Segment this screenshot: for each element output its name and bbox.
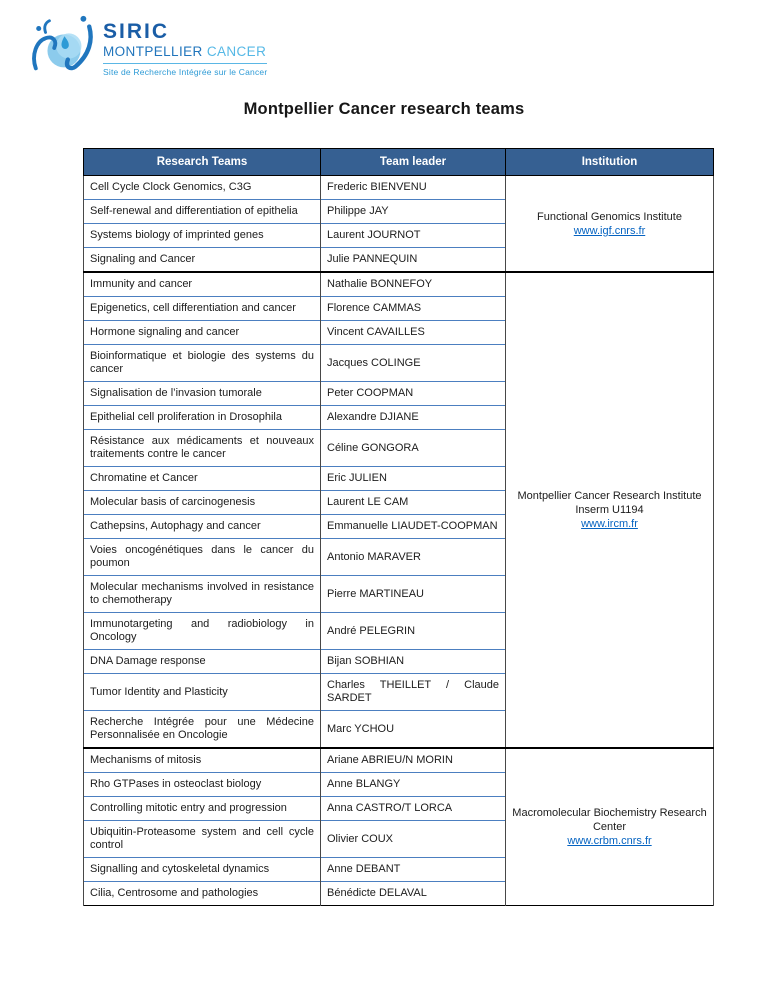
teams-table-body <box>84 176 714 906</box>
team-name-cell: Cathepsins, Autophagy and cancer <box>84 515 321 539</box>
team-leader-cell: Eric JULIEN <box>321 467 506 491</box>
team-name-cell: Mechanisms of mitosis <box>84 748 321 773</box>
team-leader-cell: Laurent LE CAM <box>321 491 506 515</box>
institution-cell <box>506 748 714 906</box>
team-name-cell: Cilia, Centrosome and pathologies <box>84 882 321 906</box>
team-name-cell: Signalisation de l’invasion tumorale <box>84 382 321 406</box>
team-leader-cell: Vincent CAVAILLES <box>321 321 506 345</box>
siric-logo-tagline: Site de Recherche Intégrée sur le Cancer <box>103 67 268 77</box>
team-name-cell: Chromatine et Cancer <box>84 467 321 491</box>
team-name-cell: Bioinformatique et biologie des systems du cancer <box>84 345 321 382</box>
institution-link[interactable]: www.igf.cnrs.fr <box>573 224 646 237</box>
team-leader-cell: Charles THEILLET / Claude SARDET <box>321 674 506 711</box>
team-leader-cell: Nathalie BONNEFOY <box>321 272 506 297</box>
team-name-cell: Recherche Intégrée pour une Médecine Personnalisée en Oncologie <box>84 711 321 749</box>
team-leader-cell: Frederic BIENVENU <box>321 176 506 200</box>
siric-logo-text <box>103 12 267 77</box>
column-header-team-leader: Team leader <box>321 149 506 176</box>
page-title: Montpellier Cancer research teams <box>243 100 525 118</box>
siric-logo-icon <box>27 12 99 80</box>
team-name-cell: Molecular mechanisms involved in resistance to chemotherapy <box>84 576 321 613</box>
column-header-institution: Institution <box>506 149 714 176</box>
column-header-research-teams: Research Teams <box>84 149 321 176</box>
team-leader-cell: Anne DEBANT <box>321 858 506 882</box>
table-row <box>84 272 714 297</box>
team-leader-cell: Ariane ABRIEU/N MORIN <box>321 748 506 773</box>
team-leader-cell: Julie PANNEQUIN <box>321 248 506 273</box>
team-name-cell: Epigenetics, cell differentiation and cancer <box>84 297 321 321</box>
team-name-cell: Molecular basis of carcinogenesis <box>84 491 321 515</box>
team-leader-cell: Bénédicte DELAVAL <box>321 882 506 906</box>
team-name-cell: Signalling and cytoskeletal dynamics <box>84 858 321 882</box>
team-name-cell: Signaling and Cancer <box>84 248 321 273</box>
team-name-cell: Systems biology of imprinted genes <box>84 224 321 248</box>
team-leader-cell: Pierre MARTINEAU <box>321 576 506 613</box>
team-leader-cell: Alexandre DJIANE <box>321 406 506 430</box>
team-name-cell: Rho GTPases in osteoclast biology <box>84 773 321 797</box>
team-name-cell: Controlling mitotic entry and progression <box>84 797 321 821</box>
team-name-cell: Epithelial cell proliferation in Drosophila <box>84 406 321 430</box>
institution-name: Inserm U1194 <box>575 504 644 516</box>
siric-logo-name: SIRIC <box>103 20 170 43</box>
table-header-row <box>84 149 714 176</box>
siric-logo-brand-cancer: CANCER <box>206 44 267 59</box>
team-leader-cell: Anna CASTRO/T LORCA <box>321 797 506 821</box>
team-name-cell: Voies oncogénétiques dans le cancer du poumon <box>84 539 321 576</box>
team-name-cell: Ubiquitin-Proteasome system and cell cycle control <box>84 821 321 858</box>
team-name-cell: Résistance aux médicaments et nouveaux traitements contre le cancer <box>84 430 321 467</box>
team-leader-cell: Olivier COUX <box>321 821 506 858</box>
team-leader-cell: Jacques COLINGE <box>321 345 506 382</box>
siric-logo-brand-montpellier: MONTPELLIER <box>103 44 203 59</box>
institution-link[interactable]: www.ircm.fr <box>581 518 638 530</box>
siric-logo <box>27 12 267 80</box>
research-teams-table <box>83 148 714 906</box>
team-leader-cell: Marc YCHOU <box>321 711 506 749</box>
institution-cell <box>506 176 714 273</box>
team-name-cell: Cell Cycle Clock Genomics, C3G <box>84 176 321 200</box>
team-name-cell: Tumor Identity and Plasticity <box>84 674 321 711</box>
team-name-cell: Immunotargeting and radiobiology in Oncology <box>84 613 321 650</box>
team-leader-cell: Peter COOPMAN <box>321 382 506 406</box>
institution-name: Functional Genomics Institute <box>537 210 682 223</box>
table-row <box>84 748 714 773</box>
team-leader-cell: Céline GONGORA <box>321 430 506 467</box>
team-name-cell: Hormone signaling and cancer <box>84 321 321 345</box>
team-leader-cell: Laurent JOURNOT <box>321 224 506 248</box>
team-leader-cell: Anne BLANGY <box>321 773 506 797</box>
team-leader-cell: Bijan SOBHIAN <box>321 650 506 674</box>
team-leader-cell: Antonio MARAVER <box>321 539 506 576</box>
table-row <box>84 176 714 200</box>
siric-logo-brand <box>103 44 267 64</box>
team-leader-cell: Philippe JAY <box>321 200 506 224</box>
team-leader-cell: André PELEGRIN <box>321 613 506 650</box>
team-leader-cell: Emmanuelle LIAUDET-COOPMAN <box>321 515 506 539</box>
team-name-cell: Immunity and cancer <box>84 272 321 297</box>
institution-name: Macromolecular Biochemistry Research Center <box>512 807 707 833</box>
team-name-cell: DNA Damage response <box>84 650 321 674</box>
team-name-cell: Self-renewal and differentiation of epithelia <box>84 200 321 224</box>
institution-cell <box>506 272 714 748</box>
institution-name: Montpellier Cancer Research Institute <box>517 490 702 502</box>
team-leader-cell: Florence CAMMAS <box>321 297 506 321</box>
institution-link[interactable]: www.crbm.cnrs.fr <box>567 835 652 847</box>
